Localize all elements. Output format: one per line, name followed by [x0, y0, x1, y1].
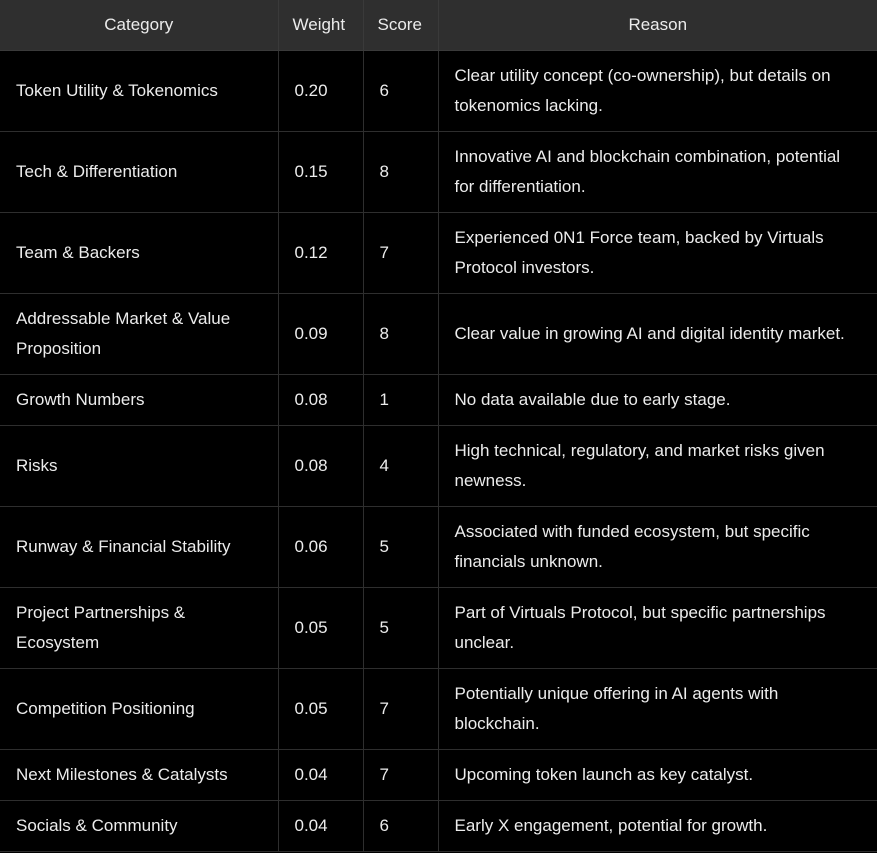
- cell-score: 8: [363, 131, 438, 212]
- table-row: [0, 293, 877, 374]
- cell-reason: Part of Virtuals Protocol, but specific partnerships unclear.: [438, 587, 877, 668]
- table-row: [0, 374, 877, 425]
- cell-weight: 0.09: [278, 293, 363, 374]
- header-category: Category: [0, 0, 278, 50]
- cell-category: Growth Numbers: [0, 374, 278, 425]
- cell-category: Competition Positioning: [0, 668, 278, 749]
- cell-score: 7: [363, 668, 438, 749]
- cell-reason: Clear utility concept (co-ownership), but details on tokenomics lacking.: [438, 50, 877, 131]
- cell-reason: Potentially unique offering in AI agents with blockchain.: [438, 668, 877, 749]
- table-row: [0, 749, 877, 800]
- cell-reason: Upcoming token launch as key catalyst.: [438, 749, 877, 800]
- cell-weight: 0.12: [278, 212, 363, 293]
- cell-reason: Innovative AI and blockchain combination, potential for differentiation.: [438, 131, 877, 212]
- cell-category: Token Utility & Tokenomics: [0, 50, 278, 131]
- cell-score: 8: [363, 293, 438, 374]
- cell-score: 5: [363, 587, 438, 668]
- cell-score: 4: [363, 425, 438, 506]
- cell-weight: 0.06: [278, 506, 363, 587]
- table-body: [0, 50, 877, 851]
- table-row: [0, 50, 877, 131]
- cell-weight: 0.15: [278, 131, 363, 212]
- cell-category: Socials & Community: [0, 800, 278, 851]
- cell-category: Next Milestones & Catalysts: [0, 749, 278, 800]
- table-row: [0, 425, 877, 506]
- cell-score: 6: [363, 800, 438, 851]
- table-row: [0, 668, 877, 749]
- cell-weight: 0.05: [278, 668, 363, 749]
- table-row: [0, 800, 877, 851]
- cell-weight: 0.20: [278, 50, 363, 131]
- cell-category: Tech & Differentiation: [0, 131, 278, 212]
- header-score: Score: [363, 0, 438, 50]
- cell-reason: Experienced 0N1 Force team, backed by Virtuals Protocol investors.: [438, 212, 877, 293]
- cell-category: Addressable Market & Value Proposition: [0, 293, 278, 374]
- table-header: [0, 0, 877, 50]
- cell-score: 6: [363, 50, 438, 131]
- cell-score: 7: [363, 749, 438, 800]
- cell-weight: 0.08: [278, 374, 363, 425]
- cell-category: Project Partnerships & Ecosystem: [0, 587, 278, 668]
- table-row: [0, 506, 877, 587]
- cell-reason: Early X engagement, potential for growth.: [438, 800, 877, 851]
- cell-category: Team & Backers: [0, 212, 278, 293]
- cell-score: 5: [363, 506, 438, 587]
- cell-reason: No data available due to early stage.: [438, 374, 877, 425]
- header-weight: Weight: [278, 0, 363, 50]
- cell-weight: 0.05: [278, 587, 363, 668]
- cell-score: 7: [363, 212, 438, 293]
- header-reason: Reason: [438, 0, 877, 50]
- table-row: [0, 587, 877, 668]
- cell-score: 1: [363, 374, 438, 425]
- cell-reason: Associated with funded ecosystem, but specific financials unknown.: [438, 506, 877, 587]
- table-row: [0, 212, 877, 293]
- header-row: [0, 0, 877, 50]
- cell-category: Runway & Financial Stability: [0, 506, 278, 587]
- cell-reason: Clear value in growing AI and digital identity market.: [438, 293, 877, 374]
- cell-reason: High technical, regulatory, and market risks given newness.: [438, 425, 877, 506]
- cell-weight: 0.04: [278, 800, 363, 851]
- cell-category: Risks: [0, 425, 278, 506]
- cell-weight: 0.08: [278, 425, 363, 506]
- table-row: [0, 131, 877, 212]
- cell-weight: 0.04: [278, 749, 363, 800]
